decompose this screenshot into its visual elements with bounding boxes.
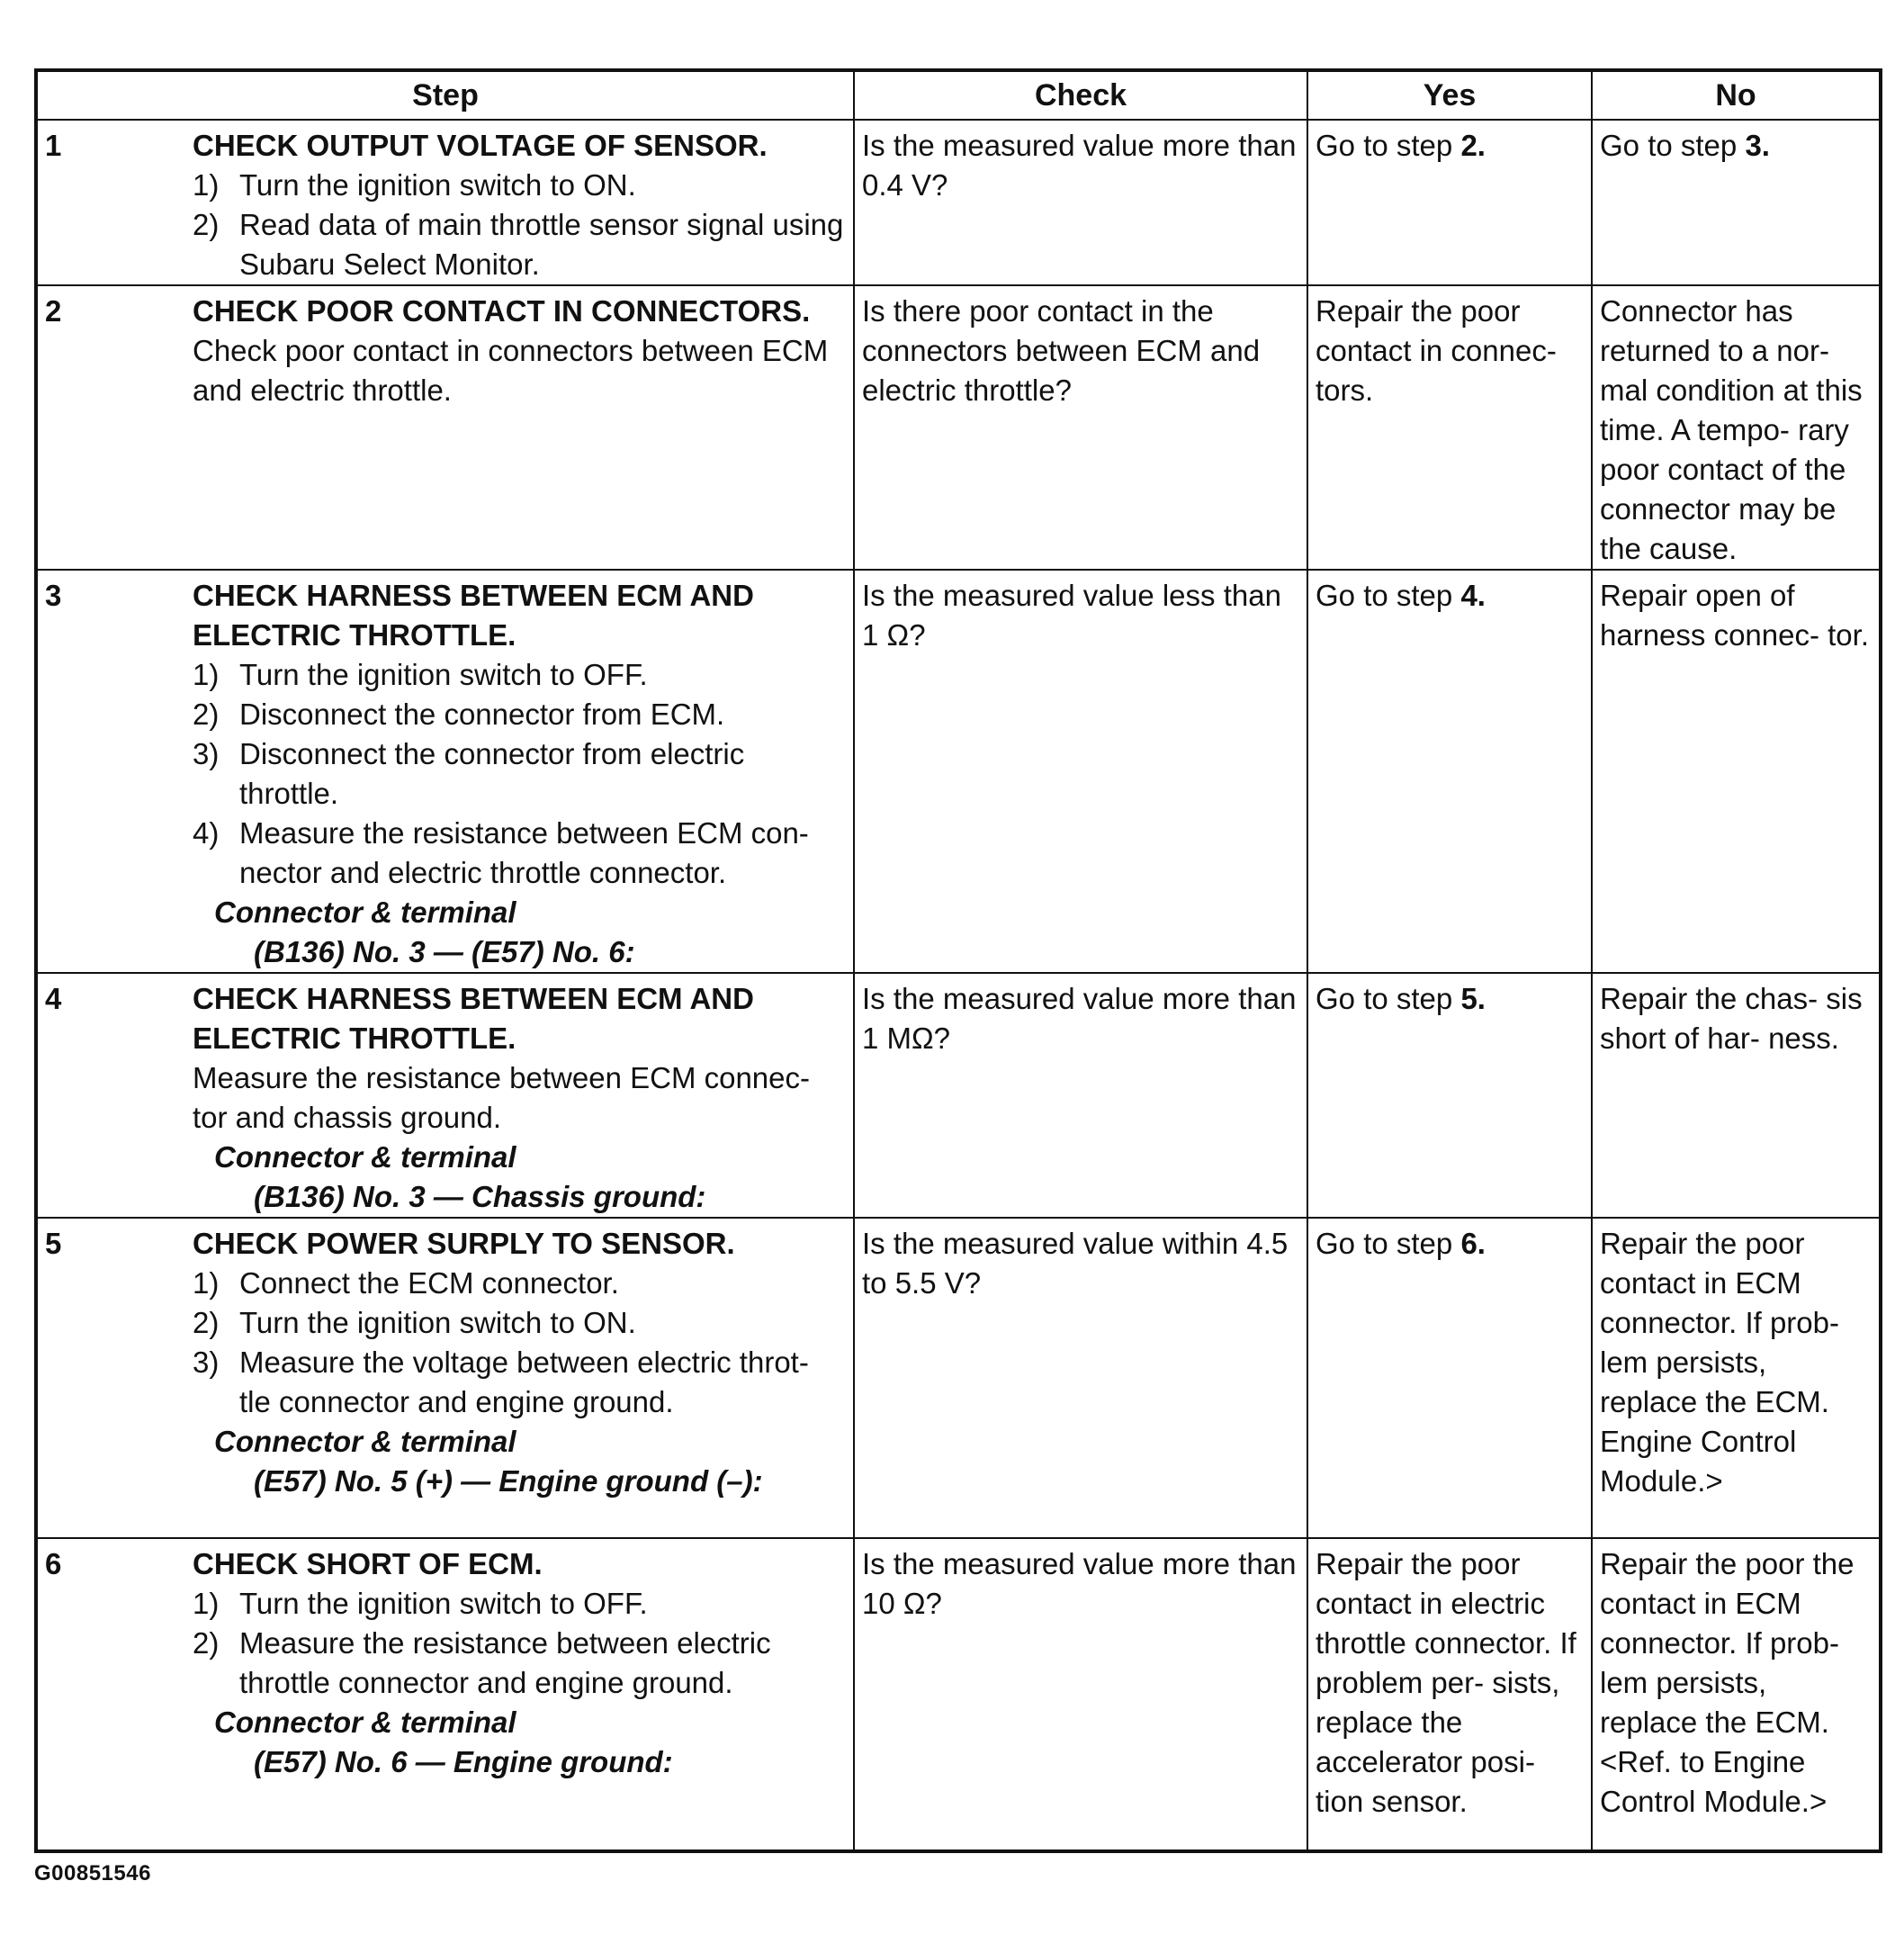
no-goto-step: 3. xyxy=(1745,129,1770,162)
check-question: Is the measured value more than 0.4 V? xyxy=(862,129,1297,202)
procedure-text: Connect the ECM connector. xyxy=(239,1266,619,1300)
step-title: CHECK POOR CONTACT IN CONNECTORS. xyxy=(193,294,811,328)
procedure-item xyxy=(193,695,848,734)
procedure-item xyxy=(193,1584,848,1624)
step-cell xyxy=(36,285,854,570)
procedure-item xyxy=(193,814,848,893)
no-action: Repair the poor contact in ECM connector. If prob- lem persists, replace the ECM. Engine Control Module.> xyxy=(1600,1227,1839,1498)
check-cell xyxy=(854,570,1307,973)
step-cell xyxy=(36,1538,854,1851)
yes-action: Repair the poor contact in connec- tors. xyxy=(1316,294,1557,407)
procedure-text: Turn the ignition switch to ON. xyxy=(239,168,636,202)
yes-cell xyxy=(1307,120,1592,285)
no-action: Repair open of harness connec- tor. xyxy=(1600,579,1869,652)
yes-goto-step: 5. xyxy=(1460,982,1486,1015)
yes-cell xyxy=(1307,1218,1592,1538)
procedure-number: 1) xyxy=(193,658,220,691)
step-title: CHECK SHORT OF ECM. xyxy=(193,1547,543,1580)
yes-goto-step: 6. xyxy=(1460,1227,1486,1260)
no-cell xyxy=(1592,1218,1881,1538)
connector-terminal-label: Connector & terminal xyxy=(214,1140,516,1174)
yes-goto-prefix: Go to step xyxy=(1316,982,1461,1015)
check-cell xyxy=(854,1538,1307,1851)
step-cell xyxy=(36,570,854,973)
yes-cell xyxy=(1307,285,1592,570)
step-cell xyxy=(36,120,854,285)
step-number: 3 xyxy=(45,579,62,612)
check-cell xyxy=(854,285,1307,570)
no-cell xyxy=(1592,1538,1881,1851)
procedure-number: 4) xyxy=(193,816,220,850)
yes-goto-step: 2. xyxy=(1460,129,1486,162)
connector-terminal-label: Connector & terminal xyxy=(214,1706,516,1739)
header-yes: Yes xyxy=(1307,70,1592,120)
procedure-item xyxy=(193,1343,848,1422)
procedure-item xyxy=(193,1303,848,1343)
yes-cell xyxy=(1307,973,1592,1218)
check-cell xyxy=(854,973,1307,1218)
step-cell xyxy=(36,1218,854,1538)
table-header-row xyxy=(36,70,1881,120)
procedure-number: 3) xyxy=(193,737,220,770)
step-title: CHECK OUTPUT VOLTAGE OF SENSOR. xyxy=(193,129,768,162)
step-body xyxy=(38,121,853,284)
procedure-text: Read data of main throttle sensor signal using Subaru Select Monitor. xyxy=(239,208,844,281)
table-row xyxy=(36,1538,1881,1851)
procedure-number: 1) xyxy=(193,1266,220,1300)
connector-terminal-value: (B136) No. 3 — Chassis ground: xyxy=(254,1180,706,1213)
check-question: Is the measured value more than 10 Ω? xyxy=(862,1547,1297,1620)
step-procedure-list xyxy=(193,166,848,284)
procedure-text: Disconnect the connector from electric throttle. xyxy=(239,737,745,810)
procedure-text: Turn the ignition switch to OFF. xyxy=(239,1587,648,1620)
step-title: CHECK HARNESS BETWEEN ECM AND ELECTRIC THROTTLE. xyxy=(193,982,754,1055)
connector-terminal-value: (E57) No. 5 (+) — Engine ground (–): xyxy=(254,1464,763,1498)
table-row xyxy=(36,973,1881,1218)
step-number: 2 xyxy=(45,294,62,328)
step-body xyxy=(38,974,853,1217)
connector-terminal-label: Connector & terminal xyxy=(214,1425,516,1458)
procedure-item xyxy=(193,166,848,205)
procedure-text: Turn the ignition switch to ON. xyxy=(239,1306,636,1339)
connector-terminal-value: (B136) No. 3 — (E57) No. 6: xyxy=(254,935,635,968)
step-body xyxy=(38,1219,853,1501)
no-cell xyxy=(1592,285,1881,570)
check-question: Is the measured value within 4.5 to 5.5 V? xyxy=(862,1227,1289,1300)
connector-terminal-label: Connector & terminal xyxy=(214,896,516,929)
table-row xyxy=(36,1218,1881,1538)
step-number: 4 xyxy=(45,982,62,1015)
procedure-item xyxy=(193,655,848,695)
procedure-text: Disconnect the connector from ECM. xyxy=(239,698,725,731)
yes-goto-step: 4. xyxy=(1460,579,1486,612)
procedure-item xyxy=(193,1624,848,1703)
procedure-text: Measure the resistance between ECM con- nector and electric throttle connector. xyxy=(239,816,809,889)
no-cell xyxy=(1592,570,1881,973)
no-cell xyxy=(1592,120,1881,285)
step-title: CHECK POWER SURPLY TO SENSOR. xyxy=(193,1227,735,1260)
check-question: Is there poor contact in the connectors between ECM and electric throttle? xyxy=(862,294,1261,407)
step-procedure-list xyxy=(193,1264,848,1422)
no-goto-prefix: Go to step xyxy=(1600,129,1746,162)
procedure-item xyxy=(193,205,848,284)
step-cell xyxy=(36,973,854,1218)
check-cell xyxy=(854,1218,1307,1538)
procedure-number: 1) xyxy=(193,1587,220,1620)
figure-id: G00851546 xyxy=(34,1861,151,1886)
procedure-number: 2) xyxy=(193,698,220,731)
check-question: Is the measured value more than 1 MΩ? xyxy=(862,982,1297,1055)
step-procedure-list xyxy=(193,655,848,893)
no-action: Repair the chas- sis short of har- ness. xyxy=(1600,982,1863,1055)
procedure-text: Turn the ignition switch to OFF. xyxy=(239,658,648,691)
no-action: Connector has returned to a nor- mal condition at this time. A tempo- rary poor contact of the connector may be the cause. xyxy=(1600,294,1863,565)
procedure-item xyxy=(193,1264,848,1303)
step-body xyxy=(38,1539,853,1782)
procedure-number: 2) xyxy=(193,208,220,241)
no-cell xyxy=(1592,973,1881,1218)
step-number: 6 xyxy=(45,1547,62,1580)
no-action: Repair the poor the contact in ECM connector. If prob- lem persists, replace the ECM. <Ref. to Engine Control Module.> xyxy=(1600,1547,1855,1818)
yes-cell xyxy=(1307,1538,1592,1851)
yes-goto-prefix: Go to step xyxy=(1316,129,1461,162)
table-row xyxy=(36,570,1881,973)
header-step: Step xyxy=(36,70,854,120)
yes-cell xyxy=(1307,570,1592,973)
header-check: Check xyxy=(854,70,1307,120)
step-procedure-list xyxy=(193,1584,848,1703)
step-description: Measure the resistance between ECM connec- tor and chassis ground. xyxy=(193,1061,811,1134)
yes-goto-prefix: Go to step xyxy=(1316,579,1461,612)
procedure-number: 1) xyxy=(193,168,220,202)
step-body xyxy=(38,571,853,972)
header-no: No xyxy=(1592,70,1881,120)
yes-action: Repair the poor contact in electric throttle connector. If problem per- sists, replace the accelerator posi- tion sensor. xyxy=(1316,1547,1576,1818)
step-description: Check poor contact in connectors between ECM and electric throttle. xyxy=(193,334,829,407)
step-number: 5 xyxy=(45,1227,62,1260)
procedure-text: Measure the resistance between electric throttle connector and engine ground. xyxy=(239,1626,771,1699)
step-title: CHECK HARNESS BETWEEN ECM AND ELECTRIC THROTTLE. xyxy=(193,579,754,652)
procedure-number: 2) xyxy=(193,1626,220,1660)
step-number: 1 xyxy=(45,129,62,162)
diagnostic-table xyxy=(34,68,1882,1853)
check-cell xyxy=(854,120,1307,285)
step-body xyxy=(38,286,853,410)
procedure-number: 2) xyxy=(193,1306,220,1339)
connector-terminal-value: (E57) No. 6 — Engine ground: xyxy=(254,1745,673,1778)
procedure-item xyxy=(193,734,848,814)
procedure-number: 3) xyxy=(193,1346,220,1379)
check-question: Is the measured value less than 1 Ω? xyxy=(862,579,1281,652)
table-row xyxy=(36,285,1881,570)
yes-goto-prefix: Go to step xyxy=(1316,1227,1461,1260)
table-row xyxy=(36,120,1881,285)
procedure-text: Measure the voltage between electric throt- tle connector and engine ground. xyxy=(239,1346,809,1418)
